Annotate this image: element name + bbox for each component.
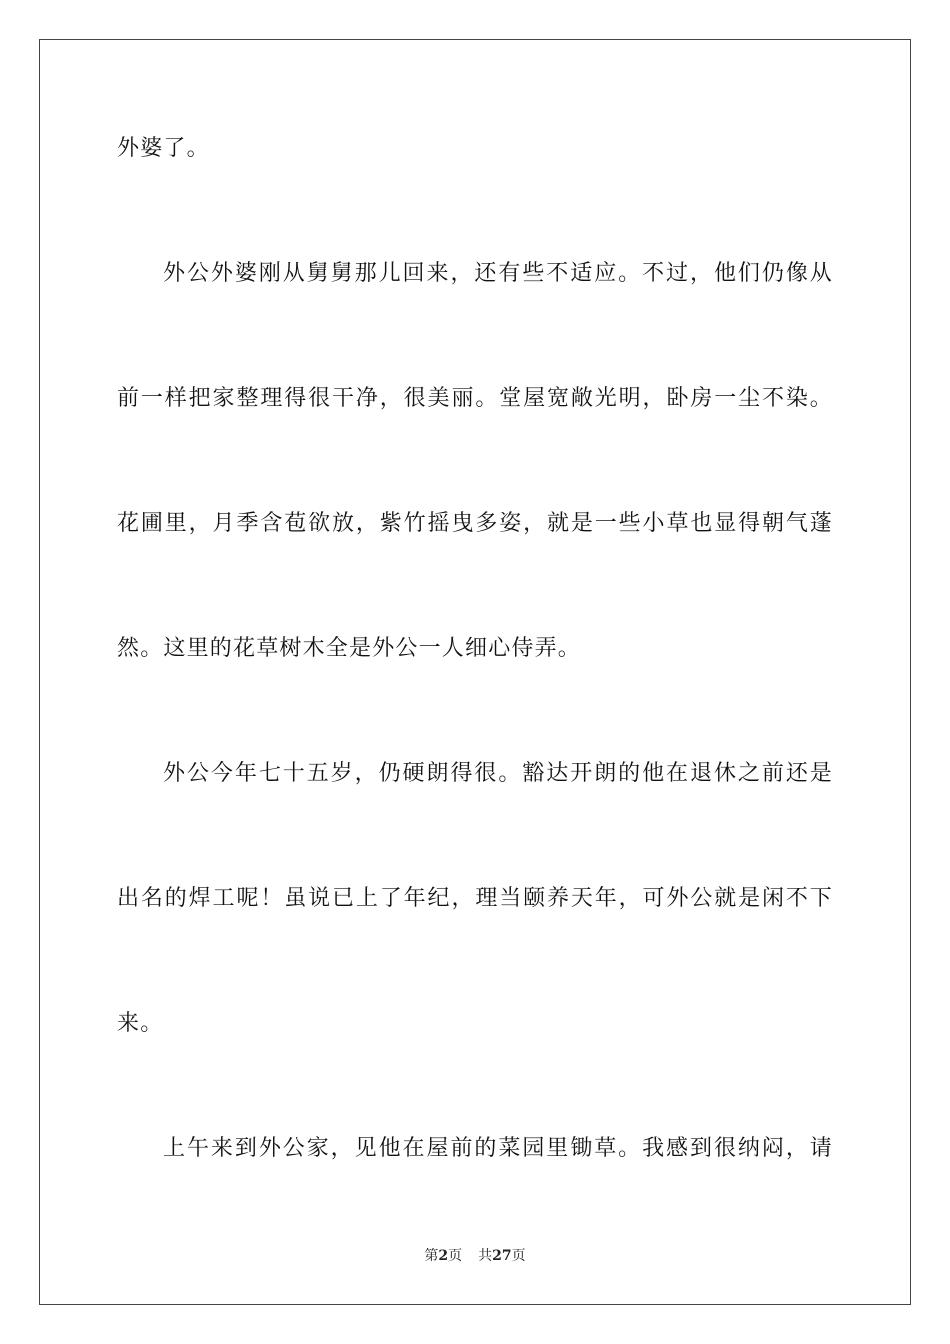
page-suffix: 页 — [448, 1248, 463, 1264]
total-suffix: 页 — [511, 1248, 526, 1264]
paragraph-line: 花圃里，月季含苞欲放，紫竹摇曳多姿，就是一些小草也显得朝气蓬 — [117, 511, 833, 536]
paragraph-line: 外公外婆刚从舅舅那儿回来，还有些不适应。不过，他们仍像从 — [163, 261, 833, 286]
paragraph-line: 来。 — [117, 1011, 164, 1036]
paragraph-line: 上午来到外公家，见他在屋前的菜园里锄草。我感到很纳闷，请 — [163, 1136, 833, 1161]
paragraph-line: 外婆了。 — [117, 136, 210, 161]
paragraph-line: 然。这里的花草树木全是外公一人细心侍弄。 — [117, 636, 582, 661]
paragraph-line: 外公今年七十五岁，仍硬朗得很。豁达开朗的他在退休之前还是 — [163, 761, 833, 786]
paragraph-line: 出名的焊工呢！虽说已上了年纪，理当颐养天年，可外公就是闲不下 — [117, 886, 833, 911]
total-prefix: 共 — [478, 1248, 493, 1264]
page-prefix: 第 — [424, 1248, 439, 1264]
paragraph-line: 前一样把家整理得很干净，很美丽。堂屋宽敞光明，卧房一尘不染。 — [117, 386, 833, 411]
page-border — [39, 39, 911, 1305]
page-footer — [0, 1246, 950, 1266]
total-pages-number: 27 — [492, 1248, 512, 1264]
current-page-number: 2 — [438, 1248, 449, 1264]
